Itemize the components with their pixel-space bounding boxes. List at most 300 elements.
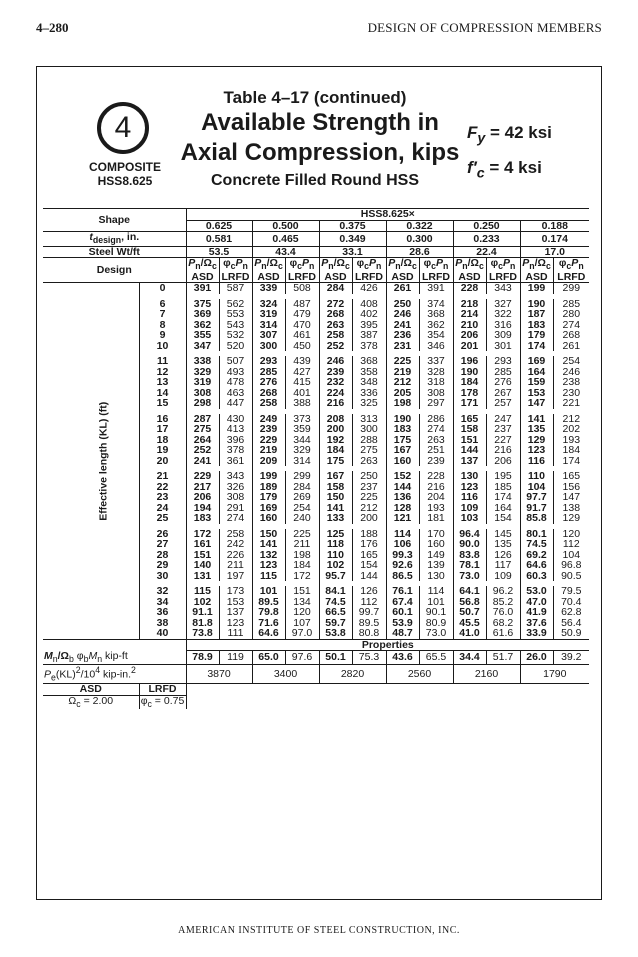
lrfd-value: 154 (352, 560, 386, 571)
mn-asd-value: 34.4 (453, 651, 486, 665)
kl-value: 20 (139, 456, 186, 467)
asd-value: 67.4 (386, 597, 419, 608)
lrfd-value: 387 (352, 330, 386, 341)
lrfd-value: 79.5 (553, 586, 589, 597)
pn-omega-header (319, 258, 352, 272)
phi-pn-header (285, 258, 319, 272)
asd-value: 208 (319, 414, 352, 425)
asd-value: 258 (319, 330, 352, 341)
asd-value: 198 (386, 398, 419, 409)
steel-weight: 33.1 (319, 246, 386, 258)
asd-value: 194 (186, 503, 219, 514)
lrfd-value: 112 (553, 539, 589, 550)
asd-value: 102 (186, 597, 219, 608)
lrfd-value: 274 (219, 513, 252, 524)
lrfd-value: 318 (419, 377, 453, 388)
phi-pn-sub: n (309, 261, 315, 272)
lrfd-value: 56.4 (553, 618, 589, 629)
lrfd-value: 285 (486, 367, 520, 378)
lrfd-value: 151 (285, 586, 319, 597)
lrfd-value: 313 (352, 414, 386, 425)
lrfd-value: 111 (219, 628, 252, 639)
asd-value: 169 (252, 503, 285, 514)
asd-value: 59.7 (319, 618, 352, 629)
lrfd-value: 61.6 (486, 628, 520, 639)
phib-m-sub: n (97, 653, 103, 664)
lrfd-value: 297 (419, 398, 453, 409)
asd-value: 192 (319, 435, 352, 446)
lrfd-value: 337 (419, 356, 453, 367)
asd-value: 314 (252, 320, 285, 331)
asd-value: 73.8 (186, 628, 219, 639)
lrfd-value: 336 (352, 388, 386, 399)
asd-value: 218 (453, 299, 486, 310)
material-properties (467, 118, 552, 189)
asd-value: 109 (453, 503, 486, 514)
fy-sub: y (477, 130, 486, 147)
design-thickness: 0.174 (520, 232, 589, 247)
kl-value: 15 (139, 398, 186, 409)
lrfd-value: 176 (352, 539, 386, 550)
properties-label: Properties (186, 639, 589, 651)
phi-pn-sub: n (510, 261, 516, 272)
asd-value: 136 (386, 492, 419, 503)
asd-value: 246 (319, 356, 352, 367)
lrfd-value: 144 (352, 571, 386, 582)
phi-pn-symbol: P (503, 257, 511, 270)
asd-value: 219 (252, 445, 285, 456)
omb-sub: b (68, 653, 74, 664)
kl-value: 7 (139, 309, 186, 320)
phic-sub: c (147, 698, 152, 709)
asd-value: 53.9 (386, 618, 419, 629)
asd-value: 165 (453, 414, 486, 425)
lrfd-value: 130 (419, 571, 453, 582)
phi-pn-symbol: P (302, 257, 310, 270)
lrfd-value: 96.8 (553, 560, 589, 571)
lrfd-value: 328 (419, 367, 453, 378)
fy-symbol: F (467, 123, 478, 142)
steel-weight: 22.4 (453, 246, 520, 258)
asd-value: 229 (252, 435, 285, 446)
asd-value: 228 (453, 283, 486, 294)
mn-symbol: M (44, 650, 53, 662)
lrfd-value: 195 (486, 471, 520, 482)
lrfd-value: 188 (352, 529, 386, 540)
asd-value: 95.7 (319, 571, 352, 582)
asd-value: 184 (453, 377, 486, 388)
asd-value: 79.8 (252, 607, 285, 618)
lrfd-value: 228 (419, 471, 453, 482)
lrfd-value: 276 (486, 377, 520, 388)
asd-value: 375 (186, 299, 219, 310)
lrfd-value: 137 (219, 607, 252, 618)
lrfd-value: 174 (486, 492, 520, 503)
asd-value: 338 (186, 356, 219, 367)
pe-unit-sup: 2 (131, 665, 136, 676)
lrfd-value: 268 (553, 330, 589, 341)
lrfd-value: 430 (219, 414, 252, 425)
phic-val: = 0.75 (151, 695, 185, 707)
asd-value: 199 (252, 471, 285, 482)
method-row (43, 684, 589, 696)
design-thickness: 0.581 (186, 232, 252, 247)
asd-value: 190 (453, 367, 486, 378)
omega-sub: c (411, 261, 417, 272)
lrfd-value: 184 (285, 560, 319, 571)
asd-value: 179 (520, 330, 553, 341)
pn-omega-header (520, 258, 553, 272)
lrfd-value: 308 (219, 492, 252, 503)
asd-value: 276 (252, 377, 285, 388)
lrfd-value: 185 (486, 482, 520, 493)
phib-sub: b (83, 653, 89, 664)
header-row-tdesign (43, 232, 589, 247)
design-thickness: 0.465 (252, 232, 319, 247)
kl-value: 9 (139, 330, 186, 341)
composite-emblem (97, 102, 149, 154)
weight-label: Steel Wt/ft (43, 246, 186, 258)
asd-value: 246 (386, 309, 419, 320)
pn-sub: n (261, 261, 267, 272)
lrfd-value: 181 (419, 513, 453, 524)
omega-symbol: /Ω (333, 257, 345, 270)
lrfd-value: 238 (553, 377, 589, 388)
asd-value: 160 (386, 456, 419, 467)
asd-value: 129 (520, 435, 553, 446)
steel-weight: 43.4 (252, 246, 319, 258)
lrfd-value: 50.9 (553, 628, 589, 639)
asd-value: 45.5 (453, 618, 486, 629)
lrfd-value: 346 (419, 341, 453, 352)
asd-value: 141 (252, 539, 285, 550)
lrfd-value: 147 (553, 492, 589, 503)
lrfd-value: 327 (486, 299, 520, 310)
effective-length-axis (43, 283, 139, 640)
page-header (36, 20, 602, 40)
lrfd-value: 415 (285, 377, 319, 388)
lrfd-value: 286 (419, 414, 453, 425)
lrfd-value: 275 (352, 445, 386, 456)
lrfd-header: LRFD (419, 272, 453, 283)
fc-value: = 4 ksi (484, 158, 542, 178)
pn-symbol: P (188, 257, 196, 270)
omc-val: = 2.00 (80, 695, 114, 707)
asd-value: 178 (453, 388, 486, 399)
asd-value: 99.3 (386, 550, 419, 561)
lrfd-value: 450 (285, 341, 319, 352)
asd-value: 141 (520, 414, 553, 425)
lrfd-value: 107 (285, 618, 319, 629)
properties-title-row (43, 639, 589, 651)
lrfd-header: LRFD (486, 272, 520, 283)
lrfd-value: 80.8 (352, 628, 386, 639)
nominal-thickness: 0.188 (520, 220, 589, 232)
asd-value: 252 (319, 341, 352, 352)
asd-value: 219 (386, 367, 419, 378)
lrfd-value: 174 (553, 456, 589, 467)
lrfd-value: 427 (285, 367, 319, 378)
asd-value: 369 (186, 309, 219, 320)
lrfd-value: 138 (553, 503, 589, 514)
lrfd-value: 308 (419, 388, 453, 399)
mn-asd-value: 43.6 (386, 651, 419, 665)
asd-value: 347 (186, 341, 219, 352)
mn-asd-value: 50.1 (319, 651, 352, 665)
asd-value: 179 (252, 492, 285, 503)
pn-sub: n (195, 261, 201, 272)
asd-value: 110 (319, 550, 352, 561)
asd-value: 261 (386, 283, 419, 294)
asd-value: 37.6 (520, 618, 553, 629)
phi-sub: c (297, 261, 303, 272)
asd-value: 167 (319, 471, 352, 482)
asd-value: 33.9 (520, 628, 553, 639)
asd-value: 284 (319, 283, 352, 294)
phi-pn-header (352, 258, 386, 272)
table-subtitle: Concrete Filled Round HSS (210, 172, 419, 189)
asd-value: 231 (386, 341, 419, 352)
lrfd-value: 120 (285, 607, 319, 618)
phi-pn-symbol: P (235, 257, 243, 270)
asd-value: 159 (520, 377, 553, 388)
asd-value: 153 (520, 388, 553, 399)
design-thickness: 0.233 (453, 232, 520, 247)
lrfd-value: 254 (553, 356, 589, 367)
asd-value: 293 (252, 356, 285, 367)
asd-value: 151 (186, 550, 219, 561)
nominal-thickness: 0.322 (386, 220, 453, 232)
kl-value: 12 (139, 367, 186, 378)
lrfd-value: 263 (419, 435, 453, 446)
lrfd-value: 225 (285, 529, 319, 540)
fc-sub: c (476, 165, 485, 182)
tdesign-sub: design (92, 235, 122, 246)
mn-lrfd-value: 65.5 (419, 651, 453, 665)
asd-value: 224 (319, 388, 352, 399)
lrfd-value: 193 (419, 503, 453, 514)
lrfd-value: 202 (553, 424, 589, 435)
kl-value: 28 (139, 550, 186, 561)
lrfd-value: 348 (352, 377, 386, 388)
lrfd-value: 211 (219, 560, 252, 571)
phi-sub: c (431, 261, 437, 272)
asd-value: 190 (520, 299, 553, 310)
lrfd-value: 373 (285, 414, 319, 425)
lrfd-value: 322 (486, 309, 520, 320)
asd-value: 258 (252, 398, 285, 409)
lrfd-value: 193 (553, 435, 589, 446)
lrfd-value: 507 (219, 356, 252, 367)
lrfd-value: 314 (285, 456, 319, 467)
asd-value: 47.0 (520, 597, 553, 608)
lrfd-value: 62.8 (553, 607, 589, 618)
tdesign-label (43, 232, 186, 247)
emblem-number: 4 (114, 111, 132, 144)
lrfd-value: 391 (419, 283, 453, 294)
kl-value: 8 (139, 320, 186, 331)
omega-symbol: /Ω (534, 257, 546, 270)
asd-value: 89.5 (252, 597, 285, 608)
asd-value: 85.8 (520, 513, 553, 524)
omega-sub: c (545, 261, 551, 272)
phi-sub: c (498, 261, 504, 272)
asd-value: 96.4 (453, 529, 486, 540)
mn-asd-value: 26.0 (520, 651, 553, 665)
lrfd-value: 284 (285, 482, 319, 493)
strength-table (43, 208, 589, 709)
mn-label (43, 651, 186, 665)
effective-length-label: Effective length (KL) (ft) (97, 401, 110, 521)
asd-value: 132 (252, 550, 285, 561)
phi-pn-sub: n (376, 261, 382, 272)
lrfd-value: 543 (219, 320, 252, 331)
lrfd-value: 112 (352, 597, 386, 608)
lrfd-value: 200 (352, 513, 386, 524)
asd-value: 210 (453, 320, 486, 331)
kl-value: 16 (139, 414, 186, 425)
asd-value: 319 (186, 377, 219, 388)
asd-value: 53.8 (319, 628, 352, 639)
lrfd-value: 257 (486, 398, 520, 409)
asd-value: 201 (453, 341, 486, 352)
asd-value: 144 (453, 445, 486, 456)
lrfd-value: 135 (486, 539, 520, 550)
phi-pn-header (553, 258, 589, 272)
phi-symbol: φ (558, 257, 567, 270)
asd-value: 101 (252, 586, 285, 597)
lrfd-value: 344 (285, 435, 319, 446)
asd-value: 86.5 (386, 571, 419, 582)
lrfd-value: 134 (285, 597, 319, 608)
lrfd-value: 216 (486, 445, 520, 456)
asd-value: 64.1 (453, 586, 486, 597)
lrfd-value: 237 (486, 424, 520, 435)
phi-pn-sub: n (242, 261, 248, 272)
kl-value: 0 (139, 283, 186, 294)
asd-value: 249 (252, 414, 285, 425)
asd-value: 84.1 (319, 586, 352, 597)
table-title (180, 108, 460, 168)
lrfd-value: 285 (553, 299, 589, 310)
lrfd-value: 402 (352, 309, 386, 320)
lrfd-value: 354 (419, 330, 453, 341)
asd-value: 48.7 (386, 628, 419, 639)
phi-symbol: φ (490, 257, 499, 270)
lrfd-value: 239 (419, 456, 453, 467)
asd-value: 83.8 (453, 550, 486, 561)
lrfd-value: 378 (219, 445, 252, 456)
asd-value: 339 (252, 283, 285, 294)
lrfd-value: 426 (352, 283, 386, 294)
shape-label: Shape (43, 209, 186, 232)
phi-pn-header (219, 258, 252, 272)
asd-value: 225 (386, 356, 419, 367)
asd-value: 183 (386, 424, 419, 435)
phib-symbol: φ (76, 650, 84, 662)
asd-value: 41.0 (453, 628, 486, 639)
lrfd-value: 240 (285, 513, 319, 524)
asd-value: 171 (453, 398, 486, 409)
lrfd-value: 470 (285, 320, 319, 331)
lrfd-value: 326 (219, 482, 252, 493)
kl-value: 27 (139, 539, 186, 550)
asd-value: 144 (386, 482, 419, 493)
phi-pn-symbol: P (571, 257, 579, 270)
lrfd-value: 237 (352, 482, 386, 493)
lrfd-value: 395 (352, 320, 386, 331)
kl-value: 24 (139, 503, 186, 514)
asd-value: 140 (186, 560, 219, 571)
lrfd-value: 73.0 (419, 628, 453, 639)
asd-value: 239 (252, 424, 285, 435)
asd-value: 123 (520, 445, 553, 456)
mn-sub: n (52, 653, 58, 664)
asd-value: 152 (386, 471, 419, 482)
kl-value: 38 (139, 618, 186, 629)
asd-value: 355 (186, 330, 219, 341)
asd-value: 216 (319, 398, 352, 409)
asd-value: 114 (386, 529, 419, 540)
lrfd-value: 247 (486, 414, 520, 425)
lrfd-value: 173 (219, 586, 252, 597)
lrfd-value: 197 (219, 571, 252, 582)
pn-symbol: P (254, 257, 262, 270)
asd-value: 133 (319, 513, 352, 524)
page-footer: AMERICAN INSTITUTE OF STEEL CONSTRUCTION, INC. (178, 925, 460, 936)
lrfd-value: 184 (553, 445, 589, 456)
asd-value: 205 (386, 388, 419, 399)
lrfd-value: 329 (285, 445, 319, 456)
section-label: HSS8.625× (186, 209, 589, 221)
lrfd-value: 216 (419, 482, 453, 493)
design-label: Design (43, 258, 186, 283)
lrfd-value: 274 (419, 424, 453, 435)
lrfd-value: 76.0 (486, 607, 520, 618)
lrfd-value: 97.0 (285, 628, 319, 639)
omega-symbol: /Ω (467, 257, 479, 270)
lrfd-header: LRFD (553, 272, 589, 283)
fy-value: = 42 ksi (485, 123, 552, 142)
pn-symbol: P (522, 257, 530, 270)
asd-value: 236 (386, 330, 419, 341)
phi-sub: c (230, 261, 236, 272)
lrfd-value: 153 (219, 597, 252, 608)
lrfd-value: 149 (419, 550, 453, 561)
asd-value: 239 (319, 367, 352, 378)
asd-value: 106 (386, 539, 419, 550)
asd-value: 183 (520, 320, 553, 331)
asd-value: 115 (186, 586, 219, 597)
asd-value: 391 (186, 283, 219, 294)
emblem-caption (80, 160, 170, 188)
lrfd-value: 362 (419, 320, 453, 331)
omega-symbol: /Ω (266, 257, 278, 270)
lrfd-value: 267 (486, 388, 520, 399)
lrfd-value: 401 (285, 388, 319, 399)
asd-value: 212 (386, 377, 419, 388)
mn-lrfd-value: 75.3 (352, 651, 386, 665)
lrfd-value: 89.5 (352, 618, 386, 629)
kl-value: 36 (139, 607, 186, 618)
table-title-line1: Available Strength in (201, 109, 439, 136)
asd-value: 200 (319, 424, 352, 435)
lrfd-value: 280 (553, 309, 589, 320)
asd-value: 91.7 (520, 503, 553, 514)
lrfd-value: 227 (486, 435, 520, 446)
asd-header: ASD (386, 272, 419, 283)
phi-pn-sub: n (443, 261, 449, 272)
